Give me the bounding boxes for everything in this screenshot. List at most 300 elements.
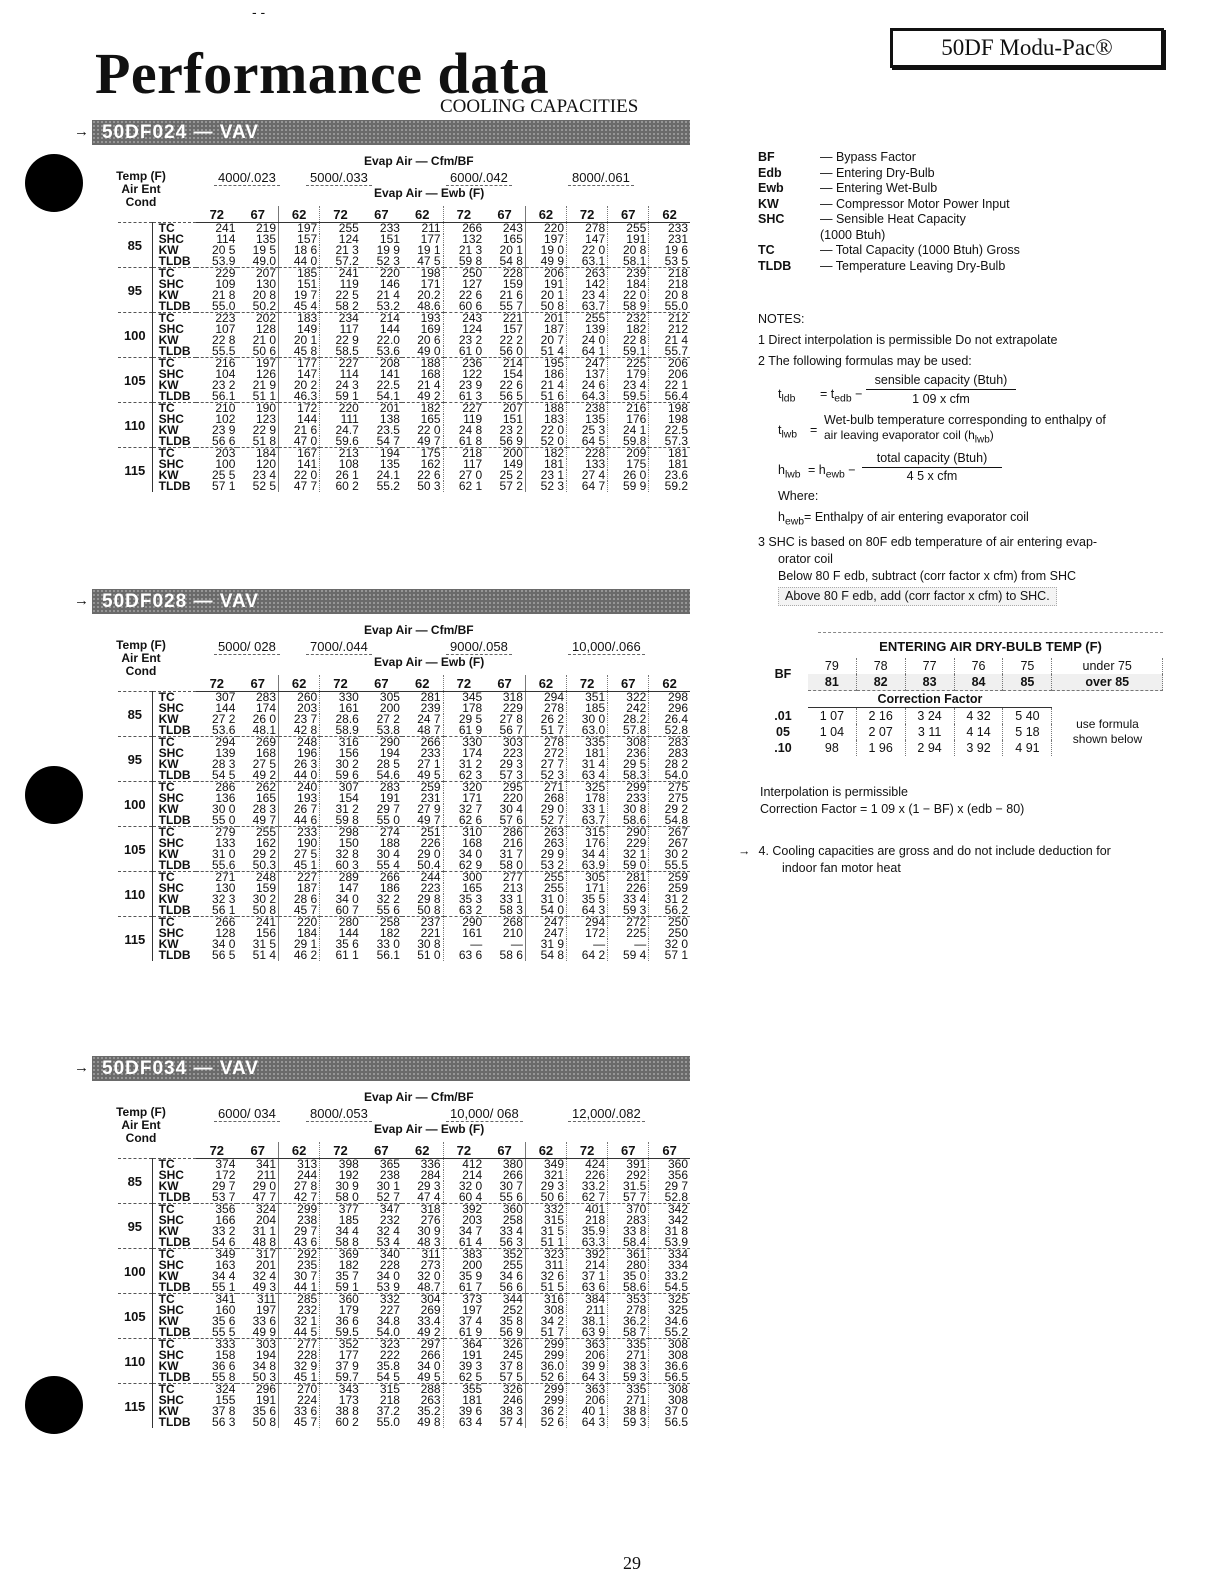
table-cell: 191 [462,1348,483,1362]
table-cell: 28.2 [608,714,649,725]
table-cell: 117 [463,457,483,471]
table-cell: 398 [320,1159,361,1171]
table-cell: 176 [608,414,649,425]
table-cell: 27 8 [279,1181,320,1192]
table-cell: 167 [279,448,320,460]
table-cell: 114 [339,367,359,381]
table-cell: 130 [215,881,236,895]
table-cell: 349 [525,1159,566,1171]
table-cell: 280 [608,1260,649,1271]
table-cell: 283 [237,692,278,704]
row-label: KW [152,335,196,346]
table-cell: 38 3 [484,1406,525,1417]
table-cell: 52 7 [525,815,566,827]
table-cell: 303 [237,1339,278,1351]
performance-table [118,1142,690,1428]
table-cell: 144 [379,322,400,336]
table-cell: 33.2 [664,1269,688,1283]
table-cell: 34 0 [335,892,359,906]
table-cell: 50 8 [525,301,566,313]
row-label: KW [152,804,196,815]
table-cell: 62 3 [458,768,483,782]
table-cell: 27 0 [458,468,483,482]
table-cell: 29 2 [237,849,278,860]
cf-value: 2 16 [856,708,905,725]
row-label: TC [152,1159,196,1171]
ewb-header: 67 [361,675,402,692]
table-cell: 32 1 [608,849,649,860]
table-cell: 55 1 [212,1280,236,1294]
table-cell: 44 0 [279,770,320,782]
table-cell: 211 [237,1170,278,1181]
table-cell: 19 5 [237,245,278,256]
table-cell: 26 0 [608,470,649,481]
table-cell: 168 [462,836,483,850]
table-cell: 172 [567,928,608,939]
table-cell: 178 [462,701,483,715]
table-cell: 171 [402,279,443,290]
table-cell: 294 [525,692,566,704]
table-cell: 139 [215,746,236,760]
table-cell: 343 [320,1384,361,1396]
table-cell: 55 0 [376,813,400,827]
cf-value: 1 07 [808,708,856,725]
table-cell: 147 [279,369,320,380]
table-cell: 226 [567,1170,608,1181]
table-cell: 24 3 [335,378,359,392]
table-cell: 25 3 [567,425,608,436]
table-cell: 201 [237,1260,278,1271]
row-label: TC [152,827,196,839]
table-cell: 299 [608,782,649,794]
table-cell: 311 [402,1249,443,1261]
table-cell: 52 3 [525,481,566,492]
table-cell: 315 [361,1384,402,1396]
table-cell: 190 [237,403,278,415]
table-cell: 54 7 [376,434,400,448]
table-cell: 27 2 [212,712,236,726]
table-cell: 44 1 [279,1282,320,1294]
table-cell: 184 [279,928,320,939]
table-cell: 57 4 [484,1417,525,1428]
temp-value: 95 [118,1204,152,1249]
table-cell: 401 [567,1204,608,1216]
table-cell: 332 [525,1204,566,1216]
table-cell: 22 0 [525,425,566,436]
ewb-header: 72 [443,1142,484,1159]
table-cell: 360 [320,1294,361,1306]
table-cell: 54.0 [376,1325,400,1339]
table-cell: 263 [402,1395,443,1406]
page-subtitle: COOLING CAPACITIES [440,96,639,117]
table-cell: 213 [320,448,361,460]
table-cell: 151 [379,232,400,246]
table-cell: 384 [567,1294,608,1306]
table-cell: 229 [484,703,525,714]
row-label: SHC [152,279,196,290]
table-cell: 32 1 [279,1316,320,1327]
table-cell: 165 [462,881,483,895]
table-cell: 59 3 [608,1372,649,1384]
table-cell: 355 [443,1384,484,1396]
table-cell: 57 1 [212,479,236,493]
table-cell: 184 [237,448,278,460]
table-cell: 272 [608,917,649,929]
table-cell: 326 [484,1384,525,1396]
table-cell: 58.5 [335,344,359,358]
table-cell: 206 [649,358,690,370]
table-cell: 318 [484,692,525,704]
temp-value: 105 [118,358,152,403]
table-cell: 232 [379,1213,400,1227]
binder-hole-icon [25,154,83,212]
table-cell: 23 4 [237,470,278,481]
row-label: KW [152,1226,196,1237]
table-cell: 283 [361,782,402,794]
table-cell: 38.1 [567,1316,608,1327]
row-label: TC [152,692,196,704]
table-cell: 186 [379,881,400,895]
table-cell: 266 [196,917,237,929]
table-cell: 160 [215,1303,236,1317]
corr-label: Correction Factor [808,691,1052,708]
table-banner: 50DF028 — VAV [92,589,690,614]
table-cell: 149 [484,459,525,470]
table-cell: 380 [484,1159,525,1171]
cf-value: 5 18 [1003,724,1052,740]
row-label: KW [152,245,196,256]
table-cell: 33.4 [402,1316,443,1327]
cfm-bf-header: 9000/.058 [446,639,512,655]
table-cell: 250 [667,926,688,940]
table-cell: — [567,939,608,950]
table-cell: 27 1 [402,759,443,770]
table-cell: 22 9 [237,425,278,436]
table-cell: 33 2 [212,1224,236,1238]
note-4-arrow-icon: → [738,844,751,858]
table-cell: 45 7 [279,905,320,917]
table-cell: 50.2 [237,301,278,313]
table-cell: 234 [320,313,361,325]
table-cell: 244 [402,872,443,884]
table-cell: 250 [443,268,484,280]
table-cell: 48.7 [402,1282,443,1294]
temp-bottom: 83 [905,674,954,691]
table-cell: 32 0 [458,1179,483,1193]
table-cell: 58 9 [608,301,649,313]
table-cell: 159 [237,883,278,894]
row-label: SHC [152,459,196,470]
table-cell: 165 [237,793,278,804]
table-cell: 34.8 [376,1314,400,1328]
table-cell: 59.6 [335,434,359,448]
table-cell: 163 [215,1258,236,1272]
table-cell: 268 [525,793,566,804]
table-cell: 23 2 [484,425,525,436]
table-cell: 32 0 [664,937,688,951]
table-cell: 64 2 [567,950,608,961]
table-cell: 325 [649,1294,690,1306]
row-label: TC [152,448,196,460]
table-cell: 263 [525,827,566,839]
table-cell: 356 [196,1204,237,1216]
table-cell: 30 4 [484,804,525,815]
table-cell: 204 [237,1215,278,1226]
table-cell: 56 7 [484,725,525,737]
row-label: TC [152,737,196,749]
table-cell: 334 [667,1258,688,1272]
table-cell: 27 2 [376,712,400,726]
table-cell: 22 1 [664,378,688,392]
ewb-header: 62 [279,675,320,692]
table-cell: 60 3 [335,858,359,872]
table-cell: 349 [196,1249,237,1261]
cf-value: 4 32 [954,708,1003,725]
table-cell: 214 [361,313,402,325]
row-label: TLDB [152,815,196,827]
table-cell: 25 5 [212,468,236,482]
table-cell: 24.1 [376,468,400,482]
row-label: SHC [152,838,196,849]
table-cell: 231 [667,232,688,246]
table-cell: 63.3 [567,1237,608,1249]
binder-hole-icon [25,766,83,824]
table-cell: 29 3 [484,759,525,770]
table-cell: 58.1 [608,256,649,268]
table-cell: 259 [402,782,443,794]
table-cell: 38 8 [335,1404,359,1418]
table-cell: 24 7 [402,714,443,725]
table-cell: 27 5 [279,849,320,860]
table-cell: 59.5 [608,391,649,403]
table-cell: 200 [379,701,400,715]
table-cell: 211 [402,223,443,235]
table-cell: 236 [443,358,484,370]
table-cell: 299 [525,1350,566,1361]
table-cell: 239 [608,268,649,280]
table-banner: 50DF034 — VAV [92,1056,690,1081]
table-cell: 27 9 [402,804,443,815]
table-cell: 177 [402,234,443,245]
table-cell: 197 [525,234,566,245]
table-cell: 21 4 [664,333,688,347]
table-cell: 50 3 [402,481,443,492]
ewb-header: 62 [649,675,690,692]
table-cell: 24 1 [608,425,649,436]
table-cell: 55.0 [376,1415,400,1429]
table-cell: 48 8 [237,1237,278,1249]
ewb-header: 62 [649,206,690,223]
table-cell: 298 [649,692,690,704]
temp-bottom: 82 [856,674,905,691]
table-cell: 281 [608,872,649,884]
temp-bottom: 81 [808,674,856,691]
legend-item: SHC — Sensible Heat Capacity [758,212,966,226]
table-cell: 53 7 [212,1190,236,1204]
table-cell: 60 4 [458,1190,483,1204]
table-cell: 33 1 [567,804,608,815]
table-cell: 56.5 [664,1370,688,1384]
table-cell: 53 9 [376,1280,400,1294]
row-label: TLDB [152,436,196,448]
cfm-bf-header: 12,000/.082 [568,1106,645,1122]
table-cell: 61 3 [458,389,483,403]
table-cell: 119 [463,412,483,426]
table-cell: 229 [196,268,237,280]
table-cell: 255 [567,313,608,325]
table-cell: 183 [525,414,566,425]
table-cell: 59 6 [335,768,359,782]
table-cell: 63 4 [458,1415,483,1429]
table-cell: 23 9 [212,423,236,437]
table-cell: 48.6 [402,301,443,313]
table-cell: 273 [402,1260,443,1271]
product-label: 50DF Modu-Pac® [890,28,1164,68]
table-cell: 56 5 [212,948,236,962]
row-label: TC [152,1384,196,1396]
table-cell: 32 6 [525,1271,566,1282]
table-cell: 45 8 [279,346,320,358]
temp-bottom: over 85 [1052,674,1163,691]
table-cell: 27 4 [567,470,608,481]
table-cell: 283 [667,746,688,760]
table-cell: 252 [484,1305,525,1316]
table-cell: 29 7 [279,1226,320,1237]
table-cell: 55 6 [484,1192,525,1204]
table-cell: 26 7 [279,804,320,815]
table-cell: 345 [443,692,484,704]
table-cell: 156 [237,928,278,939]
bf-label: BF [774,667,792,682]
table-cell: 33 4 [484,1226,525,1237]
table-cell: 211 [567,1305,608,1316]
table-cell: 40 1 [567,1406,608,1417]
table-cell: 192 [338,1168,359,1182]
table-cell: 58 8 [335,1235,359,1249]
legend-item: TLDB — Temperature Leaving Dry-Bulb [758,258,1006,273]
table-cell: 61 9 [458,1325,483,1339]
table-cell: 182 [379,926,400,940]
table-cell: 59.5 [335,1325,359,1339]
table-cell: 59 3 [608,1417,649,1428]
table-cell: 24 6 [567,380,608,391]
table-cell: 194 [237,1350,278,1361]
table-cell: 165 [402,414,443,425]
table-cell: 181 [567,748,608,759]
table-cell: 56 6 [212,434,236,448]
table-cell: 341 [196,1294,237,1306]
table-cell: 29 3 [402,1181,443,1192]
table-cell: 55.2 [664,1325,688,1339]
table-cell: 266 [402,1350,443,1361]
row-label: TLDB [152,301,196,313]
table-cell: 146 [379,277,400,291]
table-cell: 157 [484,324,525,335]
table-cell: 36.2 [608,1316,649,1327]
table-cell: 271 [608,1395,649,1406]
table-cell: 266 [361,872,402,884]
table-cell: 323 [361,1339,402,1351]
table-cell: 392 [443,1204,484,1216]
table-cell: 188 [379,836,400,850]
table-cell: 32 9 [279,1361,320,1372]
row-label: TC [152,782,196,794]
table-cell: 221 [402,928,443,939]
table-cell: 333 [196,1339,237,1351]
cf-value: 4 91 [1003,740,1052,756]
table-cell: 332 [361,1294,402,1306]
table-cell: 20 8 [664,288,688,302]
table-cell: 56 9 [484,1327,525,1339]
table-cell: 23 7 [279,714,320,725]
table-cell: 44 6 [279,815,320,827]
table-cell: 244 [279,1170,320,1181]
table-cell: 207 [484,403,525,415]
table-cell: 190 [279,838,320,849]
cf-value: 4 14 [954,724,1003,740]
table-cell: 33 6 [279,1406,320,1417]
table-cell: 161 [462,926,483,940]
table-cell: 39 6 [458,1404,483,1418]
table-cell: 31 2 [335,802,359,816]
table-cell: 21 0 [237,335,278,346]
table-cell: 45 1 [279,1372,320,1384]
table-cell: 311 [525,1260,566,1271]
table-cell: 64 3 [567,905,608,917]
table-cell: 283 [649,737,690,749]
table-cell: 341 [237,1159,278,1171]
table-cell: 34 4 [567,849,608,860]
revision-arrow-icon: → [74,1059,89,1076]
temp-value: 95 [118,268,152,313]
formula-tlwb: $t_{lwb}$ = Wet-bulb temperature corresponding to enthalpy of air leaving evaporator coil $(h_{lwb})$ [778,413,1106,446]
table-cell: 305 [567,872,608,884]
table-cell: 324 [237,1204,278,1216]
table-cell: 144 [215,701,236,715]
temp-bottom: 85 [1003,674,1052,691]
table-cell: 141 [379,367,400,381]
table-cell: 135 [379,457,400,471]
cf-value: 1 96 [856,740,905,756]
table-cell: 20 5 [212,243,236,257]
cf-value: 98 [808,740,856,756]
table-cell: 259 [649,872,690,884]
table-cell: 47 7 [237,1192,278,1204]
table-cell: 220 [484,793,525,804]
table-cell: 100 [215,457,236,471]
table-cell: 308 [525,1305,566,1316]
table-cell: 317 [237,1249,278,1261]
table-cell: 36.0 [525,1361,566,1372]
table-cell: 33 4 [608,894,649,905]
table-cell: 243 [484,223,525,235]
table-cell: 286 [196,782,237,794]
row-label: TLDB [152,1372,196,1384]
table-cell: 248 [237,872,278,884]
table-cell: 30 2 [335,757,359,771]
table-cell: 35 8 [484,1316,525,1327]
table-cell: 62 9 [458,858,483,872]
legend-item: BF — Bypass Factor [758,150,916,164]
table-cell: 194 [361,448,402,460]
table-cell: 262 [237,782,278,794]
table-cell: 241 [237,917,278,929]
ewb-header: 72 [196,1142,237,1159]
cf-value: 2 94 [905,740,954,756]
table-cell: 240 [279,782,320,794]
table-cell: 22 6 [484,380,525,391]
table-cell: 20 1 [484,245,525,256]
